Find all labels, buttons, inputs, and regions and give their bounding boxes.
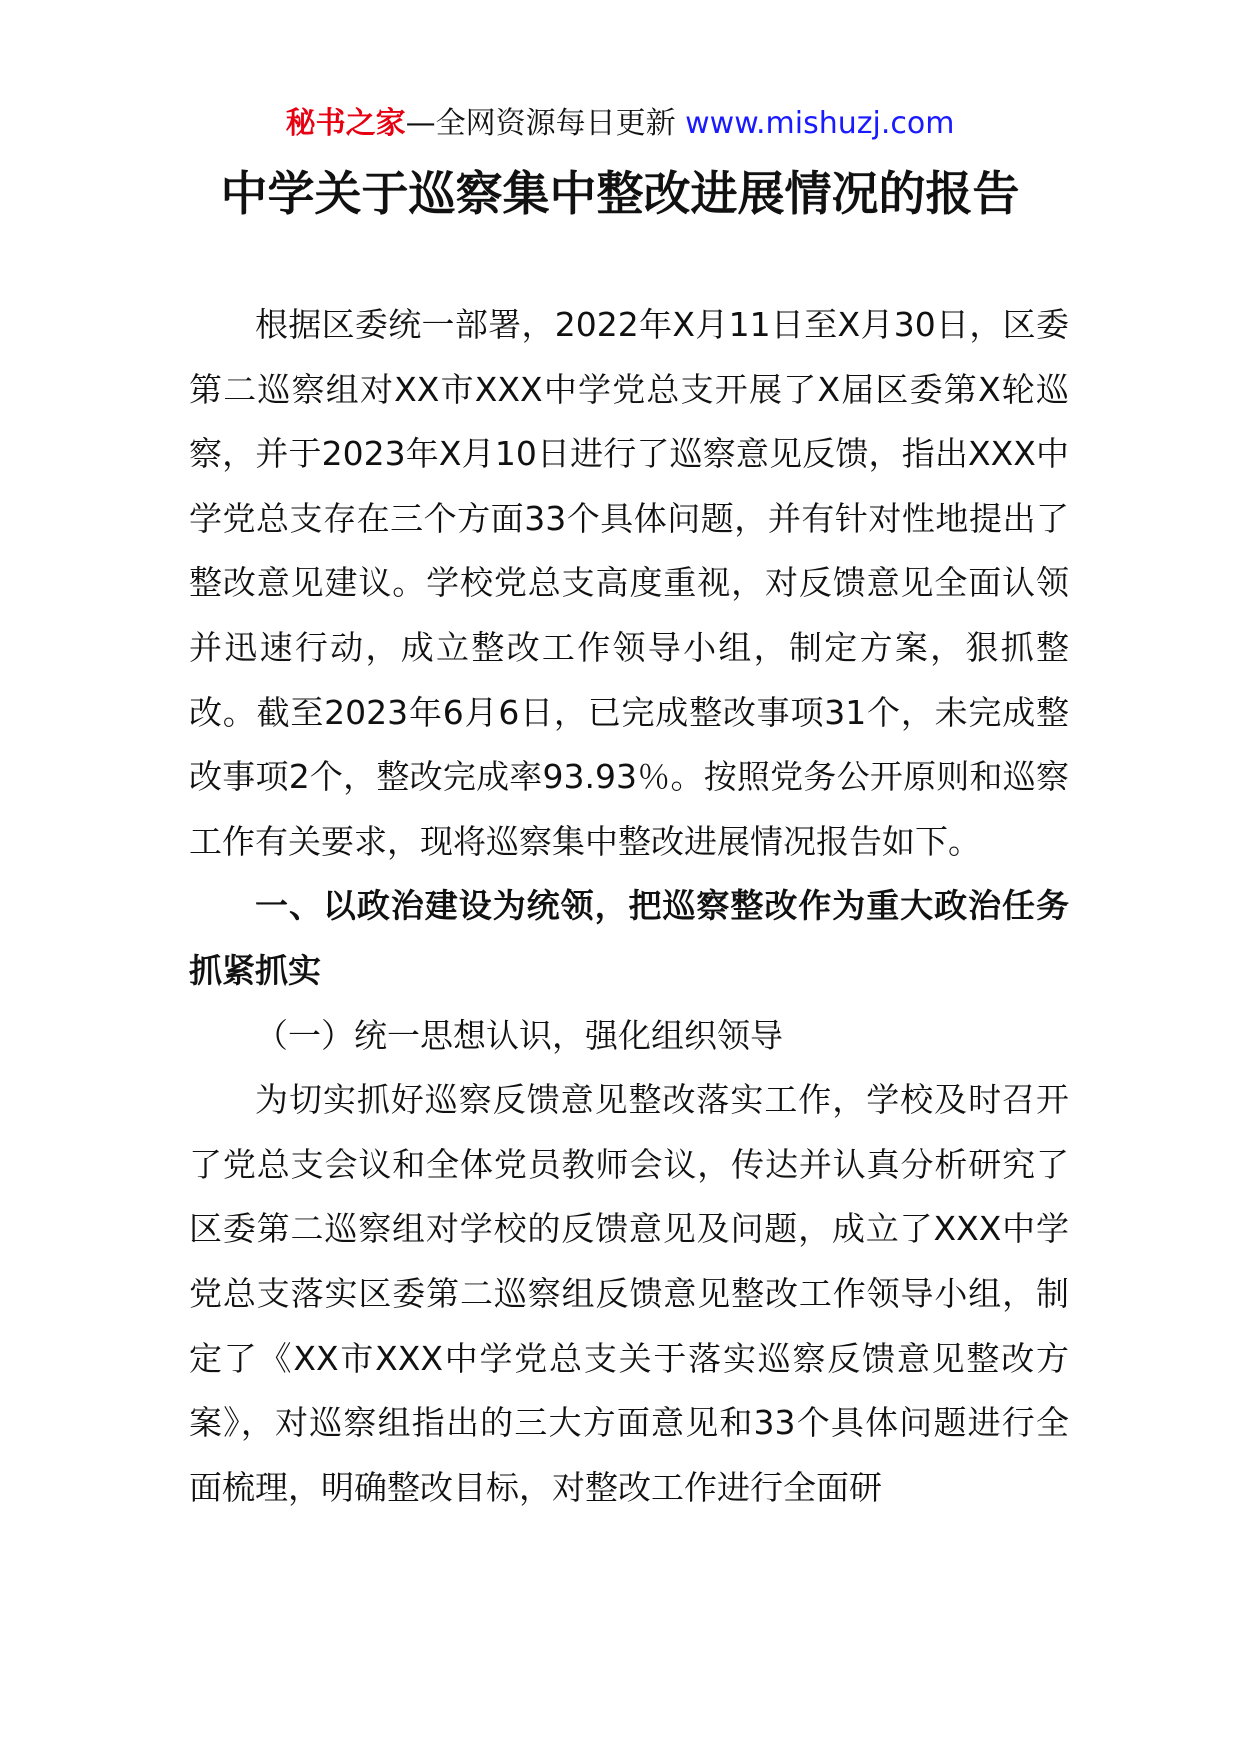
- brand-name: 秘书之家: [285, 106, 406, 141]
- document-body: [189, 293, 1069, 1520]
- subsection-heading: （一）统一思想认识，强化组织领导: [255, 1015, 783, 1055]
- site-url-link[interactable]: www.mishuzj.com: [685, 106, 955, 141]
- document-title: 中学关于巡察集中整改进展情况的报告: [220, 167, 1020, 222]
- section-heading: 一、以政治建设为统领，把巡察整改作为重大政治任务抓紧抓实: [189, 886, 1069, 990]
- header-tagline: —全网资源每日更新: [405, 106, 676, 141]
- intro-paragraph: 根据区委统一部署，2022年X月11日至X月30日，区委第二巡察组对XX市XXX中学党总支开展了X届区委第X轮巡察，并于2023年X月10日进行了巡察意见反馈，指出XXX中学党总支存在三个方面33个具体问题，并有针对性地提出了整改意见建议。学校党总支高度重视，对反馈意见全面认领并迅速行动，成立整改工作领导小组，制定方案，狠抓整改。截至2023年6月6日，已完成整改事项31个，未完成整改事项2个，整改完成率93.93％。按照党务公开原则和巡察工作有关要求，现将巡察集中整改进展情况报告如下。: [189, 305, 1069, 861]
- section-body-paragraph: 为切实抓好巡察反馈意见整改落实工作，学校及时召开了党总支会议和全体党员教师会议，传达并认真分析研究了区委第二巡察组对学校的反馈意见及问题，成立了XXX中学党总支落实区委第二巡察组反馈意见整改工作领导小组，制定了《XX市XXX中学党总支关于落实巡察反馈意见整改方案》，对巡察组指出的三大方面意见和33个具体问题进行全面梳理，明确整改目标，对整改工作进行全面研: [189, 1080, 1069, 1507]
- watermark-header: [0, 100, 1240, 148]
